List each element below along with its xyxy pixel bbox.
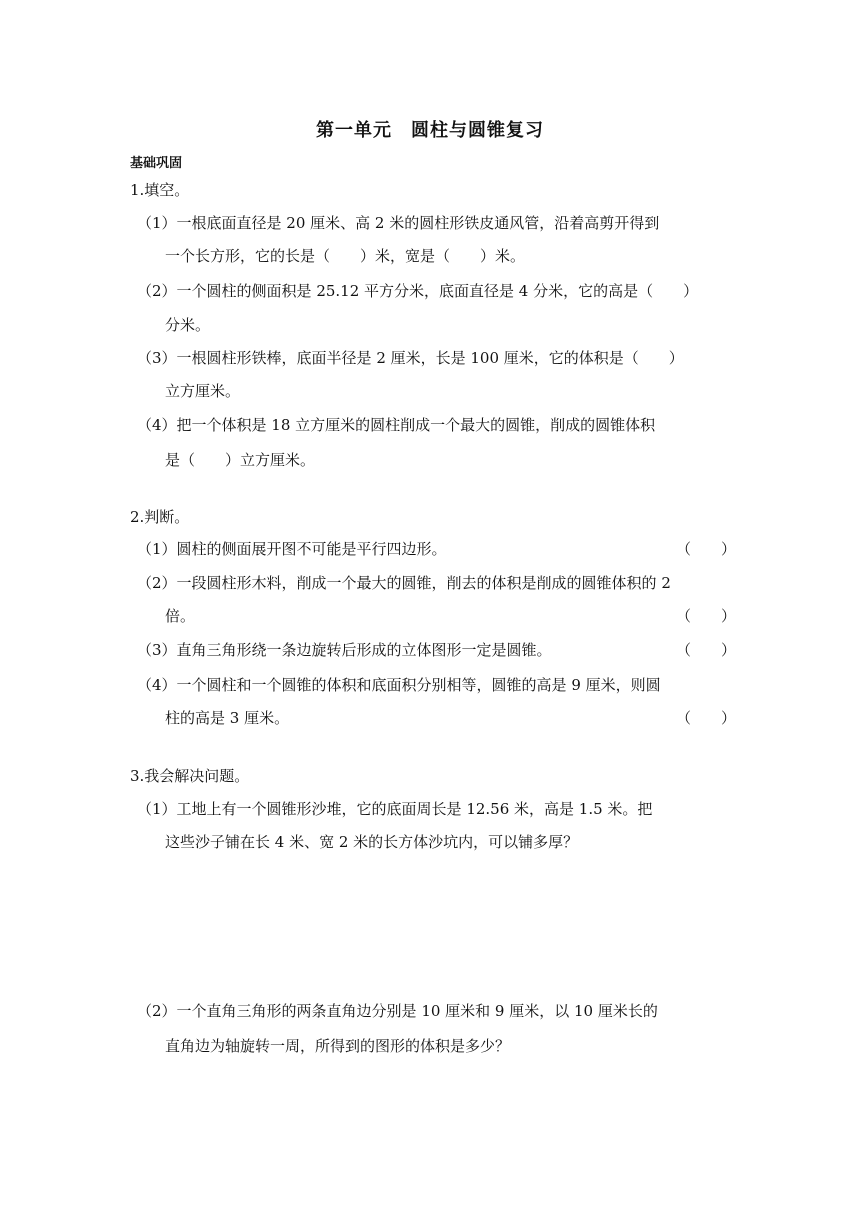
q2-item-4-answer: （ ） bbox=[676, 709, 737, 727]
q2-item-2-answer: （ ） bbox=[676, 607, 737, 625]
q1-item-2-line2: 分米。 bbox=[165, 316, 211, 334]
q1-heading: 1.填空。 bbox=[130, 181, 190, 199]
q1-item-2-line1: （2）一个圆柱的侧面积是 25.12 平方分米，底面直径是 4 分米，它的高是（ ） bbox=[137, 282, 699, 300]
q3-item-1-line1: （1）工地上有一个圆锥形沙堆，它的底面周长是 12.56 米，高是 1.5 米。把 bbox=[137, 800, 653, 818]
q2-item-4-line2: 柱的高是 3 厘米。 bbox=[165, 709, 290, 727]
q3-item-2-line2: 直角边为轴旋转一周，所得到的图形的体积是多少？ bbox=[165, 1037, 511, 1055]
q2-item-3-line1: （3）直角三角形绕一条边旋转后形成的立体图形一定是圆锥。 bbox=[137, 641, 552, 659]
q2-item-3-answer: （ ） bbox=[676, 641, 737, 659]
q2-item-4-line1: （4）一个圆柱和一个圆锥的体积和底面积分别相等，圆锥的高是 9 厘米，则圆 bbox=[137, 676, 661, 694]
q1-item-4-line1: （4）把一个体积是 18 立方厘米的圆柱削成一个最大的圆锥，削成的圆锥体积 bbox=[137, 416, 656, 434]
q1-item-3-line2: 立方厘米。 bbox=[165, 382, 241, 400]
q3-item-2-line1: （2）一个直角三角形的两条直角边分别是 10 厘米和 9 厘米，以 10 厘米长的 bbox=[137, 1002, 658, 1020]
q1-item-4-line2: 是（ ）立方厘米。 bbox=[165, 451, 316, 469]
page-title: 第一单元 圆柱与圆锥复习 bbox=[316, 120, 544, 141]
q1-item-3-line1: （3）一根圆柱形铁棒，底面半径是 2 厘米，长是 100 厘米，它的体积是（ ） bbox=[137, 349, 684, 367]
q2-heading: 2.判断。 bbox=[130, 508, 190, 526]
section-label: 基础巩固 bbox=[130, 156, 183, 171]
q2-item-1-line1: （1）圆柱的侧面展开图不可能是平行四边形。 bbox=[137, 540, 447, 558]
q2-item-2-line1: （2）一段圆柱形木料，削成一个最大的圆锥，削去的体积是削成的圆锥体积的 2 bbox=[137, 574, 671, 592]
q3-item-1-line2: 这些沙子铺在长 4 米、宽 2 米的长方体沙坑内，可以铺多厚？ bbox=[165, 833, 579, 851]
q2-item-1-answer: （ ） bbox=[676, 540, 737, 558]
q1-item-1-line2: 一个长方形，它的长是（ ）米，宽是（ ）米。 bbox=[165, 247, 526, 265]
q1-item-1-line1: （1）一根底面直径是 20 厘米、高 2 米的圆柱形铁皮通风管，沿着高剪开得到 bbox=[137, 214, 660, 232]
q3-heading: 3.我会解决问题。 bbox=[130, 767, 250, 785]
q2-item-2-line2: 倍。 bbox=[165, 607, 196, 625]
